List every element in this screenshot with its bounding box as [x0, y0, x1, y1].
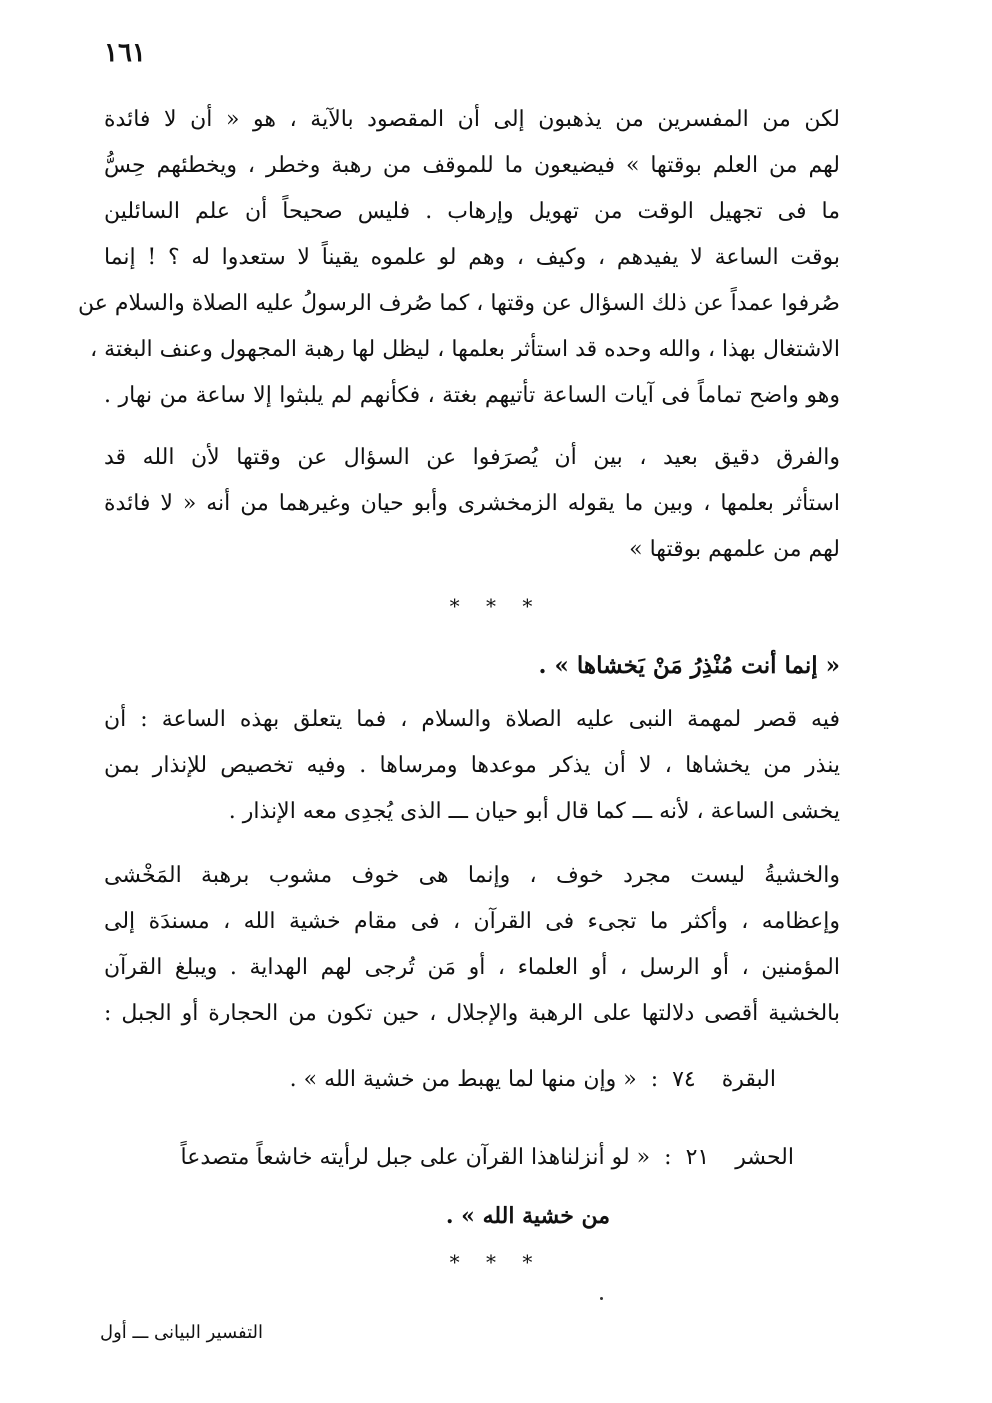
verse-heading: « إنما أنت مُنْذِرُ مَنْ يَخشاها » .	[538, 652, 840, 679]
text-line: الاشتغال بهذا ، والله وحده قد استأثر بعلمها ، ليظل لها رهبة المجهول وعنف البغتة ،	[90, 337, 840, 362]
citation-text: « وإن منها لما يهبط من خشية الله » .	[289, 1067, 637, 1092]
page-number: ١٦١	[104, 38, 146, 68]
text-line: استأثر بعلمها ، وبين ما يقوله الزمخشرى وأبو حيان وغيرهما من أنه « لا فائدة	[104, 491, 840, 516]
text-line: لهم من العلم بوقتها » فيضيعون ما للموقف من رهبة وخطر ، ويخطئهم حِسُّ	[104, 153, 840, 178]
text-line: المؤمنين ، أو الرسل ، أو العلماء ، أو مَن تُرجى لهم الهداية . ويبلغ القرآن	[104, 955, 840, 980]
text-line: لهم من علمهم بوقتها »	[629, 537, 840, 562]
citation-source: البقرة	[721, 1067, 776, 1092]
text-line: لكن من المفسرين من يذهبون إلى أن المقصود بالآية ، هو « أن لا فائدة	[104, 107, 840, 132]
citation-separator: :	[664, 1145, 672, 1170]
text-line: والفرق دقيق بعيد ، بين أن يُصرَفوا عن السؤال عن وقتها لأن الله قد	[104, 445, 840, 470]
section-separator: * * *	[449, 1250, 543, 1274]
text-line: بالخشية أقصى دلالتها على الرهبة والإجلال ، حين تكون من الحجارة أو الجبل :	[104, 1001, 840, 1026]
section-separator: * * *	[449, 594, 543, 618]
citation-continuation: من خشية الله » .	[445, 1203, 610, 1229]
quran-citation	[290, 1060, 776, 1100]
citation-number: ٢١	[685, 1145, 710, 1170]
citation-number: ٧٤	[672, 1067, 696, 1092]
text-line: يخشى الساعة ، لأنه ـــ كما قال أبو حيان ـــ الذى يُجدِى معه الإنذار .	[228, 799, 840, 824]
citation-separator: :	[650, 1067, 659, 1092]
speck	[600, 1297, 603, 1300]
citation-source: الحشر	[735, 1145, 794, 1170]
citation-text: « لو أنزلناهذا القرآن على جبل لرأيته خاشعاً متصدعاً	[180, 1145, 651, 1170]
text-line: فيه قصر لمهمة النبى عليه الصلاة والسلام ، فما يتعلق بهذه الساعة : أن	[104, 707, 840, 732]
text-line: وإعظامه ، وأكثر ما تجىء فى القرآن ، فى مقام خشية الله ، مسندَة إلى	[104, 909, 840, 934]
text-line: وهو واضح تماماً فى آيات الساعة تأتيهم بغتة ، فكأنهم لم يلبثوا إلا ساعة من نهار .	[104, 383, 840, 408]
text-line: ما فى تجهيل الوقت من تهويل وإرهاب . فليس صحيحاً أن علم السائلين	[104, 199, 840, 224]
page-footer: التفسير البيانى ـــ أول	[100, 1322, 264, 1343]
text-line: ينذر من يخشاها ، لا أن يذكر موعدها ومرساها . وفيه تخصيص للإنذار بمن	[104, 753, 840, 778]
quran-citation	[181, 1138, 794, 1178]
text-line: والخشيةُ ليست مجرد خوف ، وإنما هى خوف مشوب برهبة المَخْشى	[104, 863, 840, 888]
text-line: صُرفوا عمداً عن ذلك السؤال عن وقتها ، كما صُرف الرسولُ عليه الصلاة والسلام عن	[78, 291, 840, 316]
text-line: بوقت الساعة لا يفيدهم ، وكيف ، وهم لو علموه يقيناً لا ستعدوا له ؟ ! إنما	[104, 245, 840, 270]
